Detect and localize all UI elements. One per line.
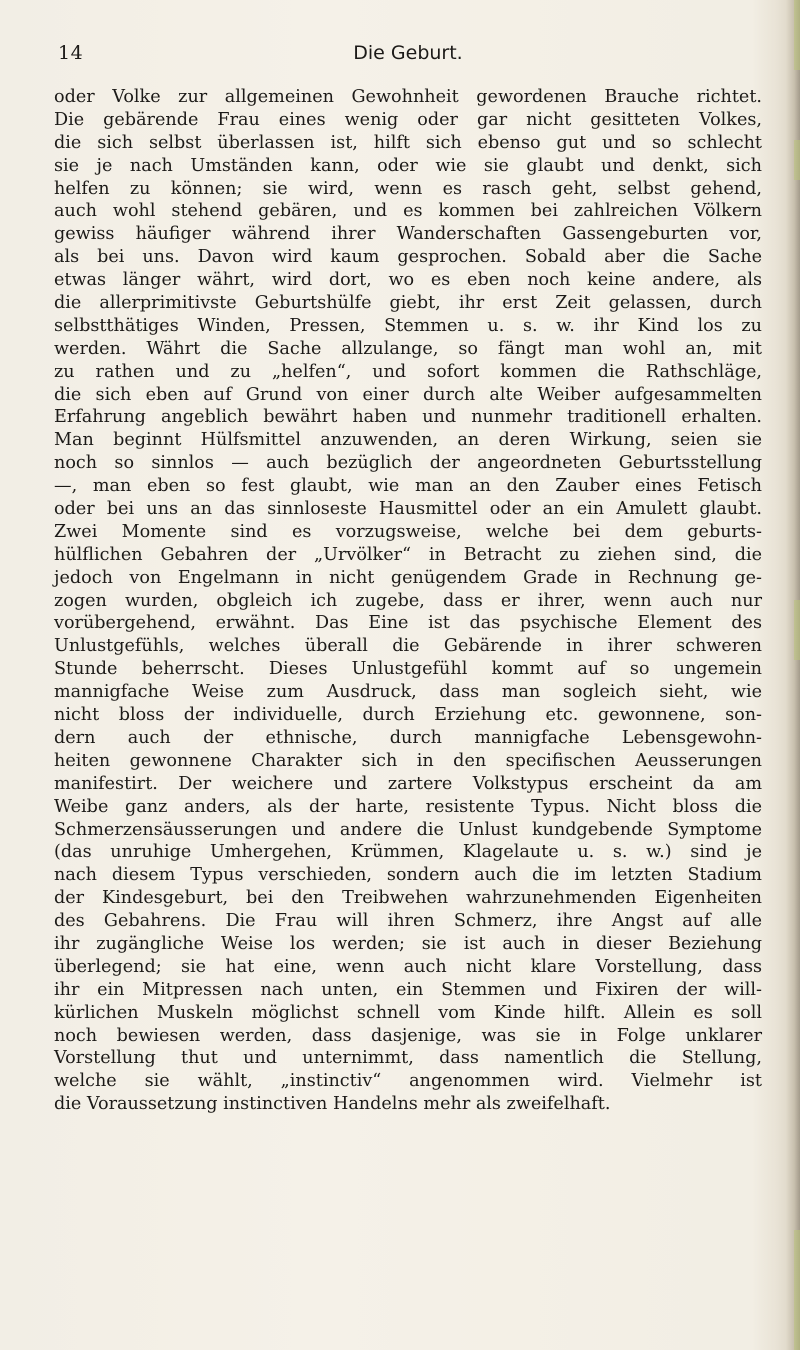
text-line: heiten gewonnene Charakter sich in den specifischen Aeusserungen — [54, 750, 762, 771]
text-line: jedoch von Engelmann in nicht genügendem Grade in Rechnung ge- — [54, 567, 762, 588]
text-line: selbstthätiges Winden, Pressen, Stemmen u. s. w. ihr Kind los zu — [54, 315, 762, 336]
text-line: die sich selbst überlassen ist, hilft sich ebenso gut und so schlecht — [54, 132, 762, 153]
text-line: noch bewiesen werden, dass dasjenige, was sie in Folge unklarer — [54, 1025, 762, 1046]
text-line: die Voraussetzung instinctiven Handelns mehr als zweifelhaft. — [54, 1094, 611, 1115]
text-line: Stunde beherrscht. Dieses Unlustgefühl kommt auf so ungemein — [54, 659, 762, 680]
text-line: mannigfache Weise zum Ausdruck, dass man sogleich sieht, wie — [54, 682, 762, 703]
text-line: —, man eben so fest glaubt, wie man an den Zauber eines Fetisch — [54, 476, 762, 497]
text-line: noch so sinnlos — auch bezüglich der angeordneten Geburtsstellung — [54, 453, 762, 474]
text-line: Erfahrung angeblich bewährt haben und nunmehr traditionell erhalten. — [54, 407, 762, 428]
text-line: zu rathen und zu „helfen“, und sofort kommen die Rathschläge, — [54, 361, 762, 382]
text-line: des Gebahrens. Die Frau will ihren Schmerz, ihre Angst auf alle — [54, 911, 762, 932]
text-line: vorübergehend, erwähnt. Das Eine ist das psychische Element des — [54, 613, 762, 634]
text-line: der Kindesgeburt, bei den Treibwehen wahrzunehmenden Eigenheiten — [54, 888, 762, 909]
text-line: welche sie wählt, „instinctiv“ angenommen wird. Vielmehr ist — [54, 1071, 762, 1092]
text-line: ihr zugängliche Weise los werden; sie ist auch in dieser Beziehung — [54, 933, 762, 954]
page-edge-mark — [794, 1230, 800, 1350]
text-line: oder Volke zur allgemeinen Gewohnheit gewordenen Brauche richtet. — [54, 87, 762, 107]
page-edge-mark — [794, 0, 800, 70]
text-line: zogen wurden, obgleich ich zugebe, dass er ihrer, wenn auch nur — [54, 590, 762, 611]
text-line: auch wohl stehend gebären, und es kommen bei zahlreichen Völkern — [54, 201, 762, 222]
body-text — [54, 86, 762, 1116]
text-line: Weibe ganz anders, als der harte, resistente Typus. Nicht bloss die — [54, 796, 762, 817]
text-line: oder bei uns an das sinnloseste Hausmittel oder an ein Amulett glaubt. — [54, 499, 762, 520]
text-line: dern auch der ethnische, durch mannigfache Lebensgewohn- — [54, 727, 762, 748]
text-line: nicht bloss der individuelle, durch Erziehung etc. gewonnene, son- — [54, 705, 762, 726]
page-edge-mark — [794, 600, 800, 660]
text-line: Schmerzensäusserungen und andere die Unlust kundgebende Symptome — [54, 819, 762, 840]
text-line: nach diesem Typus verschieden, sondern auch die im letzten Stadium — [54, 865, 762, 886]
text-line: werden. Währt die Sache allzulange, so fängt man wohl an, mit — [54, 338, 762, 359]
text-line: hülflichen Gebahren der „Urvölker“ in Betracht zu ziehen sind, die — [54, 544, 762, 565]
text-line: etwas länger währt, wird dort, wo es eben noch keine andere, als — [54, 270, 762, 291]
text-line: Die gebärende Frau eines wenig oder gar nicht gesitteten Volkes, — [54, 109, 762, 130]
text-line: ihr ein Mitpressen nach unten, ein Stemmen und Fixiren der will- — [54, 979, 762, 1000]
text-line: Zwei Momente sind es vorzugsweise, welche bei dem geburts- — [54, 521, 762, 542]
page-number: 14 — [58, 42, 84, 64]
text-line: die allerprimitivste Geburtshülfe giebt, ihr erst Zeit gelassen, durch — [54, 293, 762, 314]
page-edge-mark — [794, 140, 800, 180]
text-line: kürlichen Muskeln möglichst schnell vom Kinde hilft. Allein es soll — [54, 1002, 762, 1023]
running-title: Die Geburt. — [353, 42, 463, 64]
text-line: manifestirt. Der weichere und zartere Volkstypus erscheint da am — [54, 773, 762, 794]
text-line: Man beginnt Hülfsmittel anzuwenden, an deren Wirkung, seien sie — [54, 430, 762, 451]
text-line: sie je nach Umständen kann, oder wie sie glaubt und denkt, sich — [54, 155, 762, 176]
text-line: Vorstellung thut und unternimmt, dass namentlich die Stellung, — [54, 1048, 762, 1069]
page-edge-shadow — [786, 0, 800, 1350]
running-head — [58, 42, 758, 72]
text-line: als bei uns. Davon wird kaum gesprochen. Sobald aber die Sache — [54, 247, 762, 268]
text-line: die sich eben auf Grund von einer durch alte Weiber aufgesammelten — [54, 384, 762, 405]
text-line: (das unruhige Umhergehen, Krümmen, Klagelaute u. s. w.) sind je — [54, 842, 762, 863]
text-line: gewiss häufiger während ihrer Wanderschaften Gassengeburten vor, — [54, 224, 762, 245]
text-line: Unlustgefühls, welches überall die Gebärende in ihrer schweren — [54, 636, 762, 657]
text-line: überlegend; sie hat eine, wenn auch nicht klare Vorstellung, dass — [54, 956, 762, 977]
text-line: helfen zu können; sie wird, wenn es rasch geht, selbst gehend, — [54, 178, 762, 199]
